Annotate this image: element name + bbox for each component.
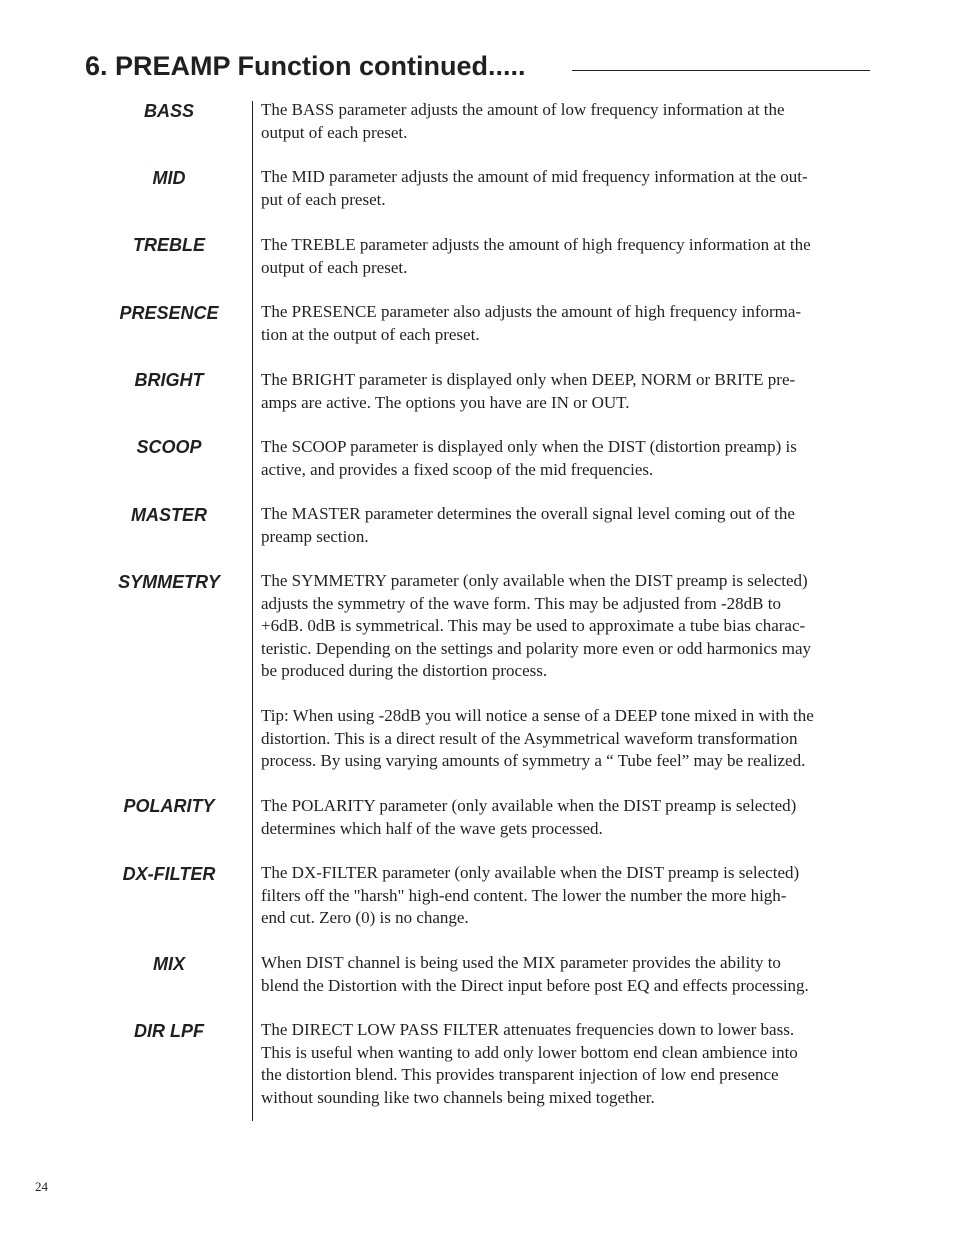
page-number: 24 [35,1179,48,1194]
desc-polarity: The POLARITY parameter (only available when the DIST preamp is selected) determines which half of the wave gets processed. [261,796,797,838]
desc-bass: The BASS parameter adjusts the amount of low frequency information at the output of each preset. [261,100,785,142]
desc-mid: The MID parameter adjusts the amount of mid frequency information at the out- put of each preset. [261,167,808,209]
term-dx-filter: DX-FILTER [122,864,216,884]
desc-master: The MASTER parameter determines the overall signal level coming out of the preamp section. [261,504,795,546]
desc-dir-lpf: The DIRECT LOW PASS FILTER attenuates frequencies down to lower bass. This is useful when wanting to add only lower bottom end clean ambience into the distortion blend. This provides transparent injection of low end presence without sounding like two channels being mixed together. [261,1020,798,1107]
term-master: MASTER [131,505,207,525]
desc-treble: The TREBLE parameter adjusts the amount of high frequency information at the output of each preset. [261,235,811,277]
term-polarity: POLARITY [123,796,215,816]
term-treble: TREBLE [133,235,205,255]
desc-presence: The PRESENCE parameter also adjusts the amount of high frequency informa- tion at the output of each preset. [261,302,802,344]
desc-scoop: The SCOOP parameter is displayed only when the DIST (distortion preamp) is active, and provides a fixed scoop of the mid frequencies. [261,437,797,479]
term-dir-lpf: DIR LPF [134,1021,204,1041]
term-bright: BRIGHT [134,370,204,390]
term-symmetry: SYMMETRY [118,572,220,592]
term-mix: MIX [152,954,185,974]
desc-symmetry-tip: Tip: When using -28dB you will notice a sense of a DEEP tone mixed in with the distortion. This is a direct result of the Asymmetrical waveform transformation process. By using varying amounts of symmetry a “ Tube feel” may be realized. [261,706,814,771]
desc-symmetry: The SYMMETRY parameter (only available when the DIST preamp is selected) adjusts the symmetry of the wave form. This may be adjusted from -28dB to +6dB. 0dB is symmetrical. This may be used to approximate a tube bias charac- teristic. Depending on the settings and polarity more even or odd harmonics may be produced during the distortion process. [261,571,812,681]
desc-dx-filter: The DX-FILTER parameter (only available when the DIST preamp is selected) filters off the "harsh" high-end content. The lower the number the more high- end cut. Zero (0) is no change. [261,863,800,928]
term-scoop: SCOOP [136,437,202,457]
desc-bright: The BRIGHT parameter is displayed only when DEEP, NORM or BRITE pre- amps are active. The options you have are IN or OUT. [261,370,796,412]
column-divider [252,101,253,1121]
term-mid: MID [152,168,186,188]
term-presence: PRESENCE [119,303,219,323]
page-title: 6. PREAMP Function continued..... [85,51,526,81]
term-bass: BASS [143,101,194,121]
desc-mix: When DIST channel is being used the MIX parameter provides the ability to blend the Distortion with the Direct input before post EQ and effects processing. [261,953,809,995]
title-rule [572,70,870,71]
